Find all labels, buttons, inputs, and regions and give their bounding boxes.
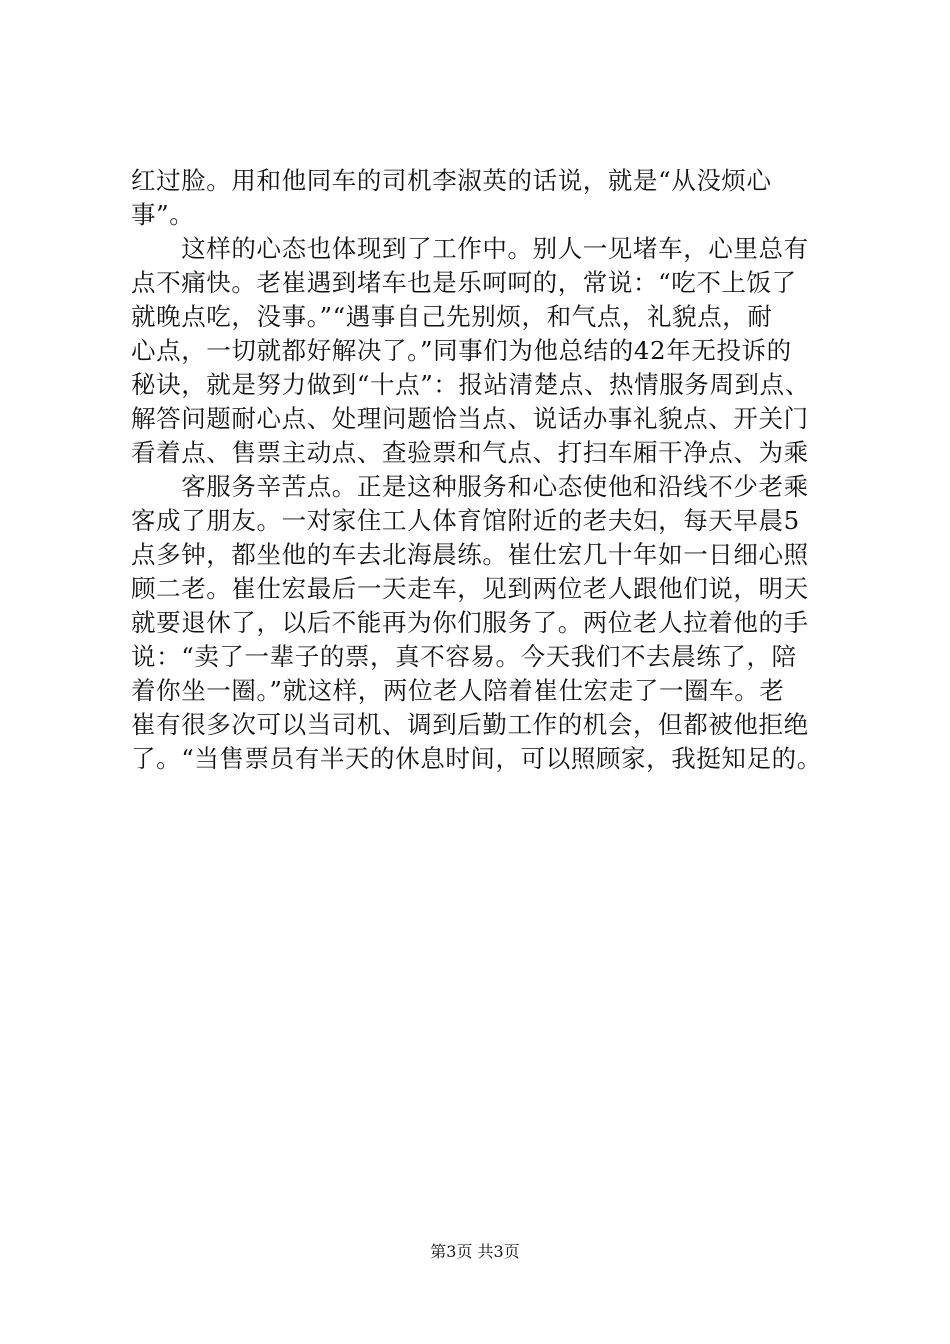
text-line: 秘诀，就是努力做到“十点”：报站清楚点、热情服务周到点、	[131, 370, 810, 399]
text-line: 解答问题耐心点、处理问题恰当点、说话办事礼貌点、开关门	[131, 404, 809, 433]
text-line: 着你坐一圈。”就这样，两位老人陪着崔仕宏走了一圈车。老	[131, 676, 785, 705]
body-text	[131, 164, 851, 776]
text-line: 这样的心态也体现到了工作中。别人一见堵车，心里总有	[131, 234, 809, 263]
text-line: 就要退休了，以后不能再为你们服务了。两位老人拉着他的手	[131, 608, 809, 637]
text-line: 了。“当售票员有半天的休息时间，可以照顾家，我挺知足的。	[131, 744, 822, 773]
text-line: 崔有很多次可以当司机、调到后勤工作的机会，但都被他拒绝	[131, 710, 809, 739]
text-line: 红过脸。用和他同车的司机李淑英的话说，就是“从没烦心	[131, 166, 772, 195]
text-line: 点多钟，都坐他的车去北海晨练。崔仕宏几十年如一日细心照	[131, 540, 809, 569]
text-line: 心点，一切就都好解决了。”同事们为他总结的42年无投诉的	[131, 336, 792, 365]
text-line: 事”。	[131, 200, 195, 229]
text-line: 就晚点吃，没事。”“遇事自己先别烦，和气点，礼貌点，耐	[131, 302, 773, 331]
text-line: 说：“卖了一辈子的票，真不容易。今天我们不去晨练了，陪	[131, 642, 797, 671]
page-number-label: 第3页 共3页	[430, 1242, 520, 1261]
page-footer	[0, 1241, 950, 1263]
text-line: 看着点、售票主动点、查验票和气点、打扫车厢干净点、为乘	[131, 438, 809, 467]
text-line: 顾二老。崔仕宏最后一天走车，见到两位老人跟他们说，明天	[131, 574, 809, 603]
text-line: 点不痛快。老崔遇到堵车也是乐呵呵的，常说：“吃不上饭了	[131, 268, 797, 297]
text-line: 客服务辛苦点。正是这种服务和心态使他和沿线不少老乘	[131, 472, 809, 501]
text-line: 客成了朋友。一对家住工人体育馆附近的老夫妇，每天早晨5	[131, 506, 800, 535]
